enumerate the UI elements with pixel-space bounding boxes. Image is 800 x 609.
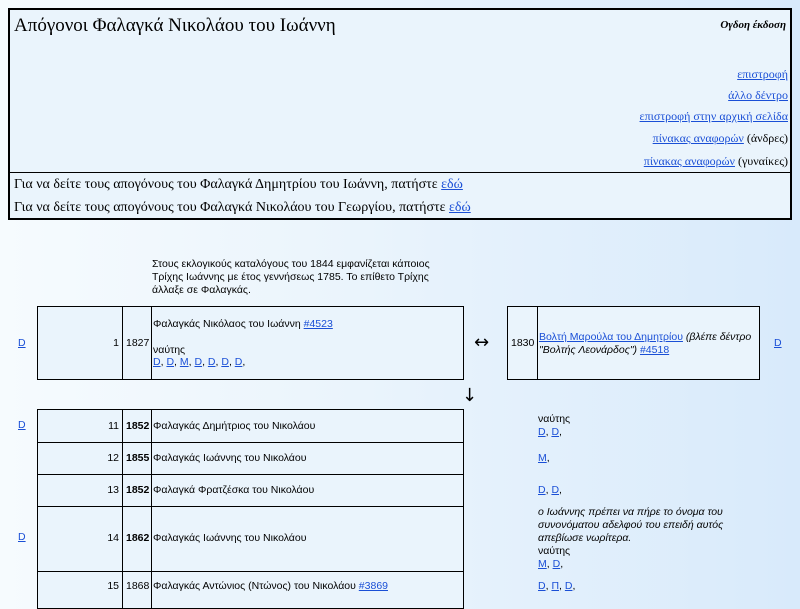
nav-item-refs-men: [653, 131, 788, 146]
child-link[interactable]: D: [564, 580, 573, 592]
child-link[interactable]: D: [551, 484, 560, 496]
child-link[interactable]: D: [538, 426, 546, 438]
nav-link-home[interactable]: επιστροφή στην αρχική σελίδα: [639, 109, 788, 123]
child-12-info: [538, 452, 768, 465]
root-link-5[interactable]: D: [207, 356, 216, 368]
child-ref-link[interactable]: #3869: [358, 580, 388, 592]
child-11-info: [538, 413, 768, 439]
child-num: 13: [107, 484, 119, 496]
children-table: [37, 409, 464, 609]
root-occupation: ναύτης: [153, 344, 186, 356]
header-line-2: [14, 200, 471, 216]
root-links: D, D, M, D, D, D, D,: [153, 356, 246, 368]
child-num: 11: [108, 420, 119, 432]
down-arrow: ↓: [462, 385, 478, 406]
root-link-2[interactable]: D: [166, 356, 175, 368]
marriage-arrow: ↔: [474, 332, 490, 353]
nav-link-refs-men[interactable]: πίνακας αναφορών: [652, 131, 744, 145]
child-num: 15: [107, 580, 119, 592]
root-year: 1827: [126, 337, 150, 349]
child-15-info: [538, 580, 768, 593]
child-name: Φαλαγκάς Δημήτριος του Νικολάου: [153, 420, 316, 432]
child-occupation: ναύτης: [538, 413, 571, 425]
page-title: Απόγονοι Φαλαγκά Νικολάου του Ιωάννη: [14, 15, 336, 36]
root-person-box: [37, 306, 464, 380]
root-link-7[interactable]: D: [234, 356, 243, 368]
root-ref-link[interactable]: #4523: [303, 318, 333, 330]
child-num: 12: [107, 452, 119, 464]
spouse-note: (βλέπε δέντρο "Βολτής Λεονάρδος"): [539, 331, 752, 356]
child-year: 1855: [126, 452, 150, 464]
spouse-name-link[interactable]: Βολτή Μαρούλα του Δημητρίου: [539, 331, 683, 343]
header-line-text: Για να δείτε τους απογόνους του Φαλαγκά Δημητρίου του Ιωάννη, πατήστε: [14, 177, 442, 192]
nav-link-back[interactable]: επιστροφή: [737, 67, 788, 81]
child-13-info: [538, 484, 768, 497]
child-name: Φαλαγκά Φρατζέσκα του Νικολάου: [153, 484, 315, 496]
child-left-link-11[interactable]: D: [18, 419, 26, 431]
root-name: Φαλαγκάς Νικόλαος του Ιωάννη: [153, 318, 304, 330]
child-link[interactable]: D: [552, 558, 561, 570]
child-year: 1868: [126, 580, 150, 592]
root-link-3[interactable]: M: [179, 356, 189, 368]
child-link[interactable]: D: [551, 426, 560, 438]
spouse-text: [539, 331, 759, 357]
child-name-line: [153, 580, 388, 592]
child-link[interactable]: D: [538, 580, 546, 592]
header-line-text: Για να δείτε τους απογόνους του Φαλαγκά Νικολάου του Γεωργίου, πατήστε: [14, 200, 450, 215]
intro-text: Στους εκλογικούς καταλόγους του 1844 εμφανίζεται κάποιος Τρίχης Ιωάννης με έτος γεννήσεως 1785. Το επίθετο Τρίχης άλλαξε σε Φαλαγκάς.: [152, 258, 430, 296]
spouse-right-link[interactable]: D: [774, 337, 782, 349]
here-link-1[interactable]: εδώ: [441, 177, 463, 192]
child-year: 1852: [126, 420, 150, 432]
nav-item-other-tree: [728, 88, 788, 103]
child-link[interactable]: M: [538, 452, 547, 464]
child-occupation: ναύτης: [538, 545, 571, 557]
child-links: D, D,: [538, 426, 562, 438]
spouse-box: [507, 306, 760, 380]
child-num: 14: [107, 532, 119, 544]
child-link[interactable]: Π: [551, 580, 560, 592]
child-14-info: [538, 506, 768, 571]
nav-suffix-men: (άνδρες): [743, 131, 788, 145]
edition-label: Ογδοη έκδοση: [720, 19, 786, 31]
child-links: M, D,: [538, 558, 564, 570]
nav-item-refs-women: [644, 154, 788, 169]
child-left-link-14[interactable]: D: [18, 531, 26, 543]
child-note: ο Ιωάννης πρέπει να πήρε το όνομα του συνονόματου αδελφού του επειδή αυτός απεβίωσε νωρίτερα.: [538, 506, 724, 544]
header-top: [10, 10, 790, 173]
child-name: Φαλαγκάς Αντώνιος (Ντώνος) του Νικολάου: [153, 580, 359, 592]
child-link[interactable]: M: [538, 558, 547, 570]
root-link-6[interactable]: D: [221, 356, 229, 368]
nav-link-refs-women[interactable]: πίνακας αναφορών: [643, 154, 735, 168]
child-links: D, Π, D,: [538, 580, 576, 592]
root-link-4[interactable]: D: [194, 356, 203, 368]
nav-suffix-women: (γυναίκες): [734, 154, 788, 168]
root-name-line: [153, 318, 333, 330]
header-box: [8, 8, 792, 220]
nav-link-other-tree[interactable]: άλλο δέντρο: [728, 88, 788, 102]
child-name: Φαλαγκάς Ιωάννης του Νικολάου: [153, 532, 307, 544]
child-year: 1862: [126, 532, 150, 544]
root-left-link[interactable]: D: [18, 337, 26, 349]
spouse-year: 1830: [511, 337, 535, 349]
nav-item-home: [640, 109, 788, 124]
here-link-2[interactable]: εδώ: [449, 200, 471, 215]
header-line-1: [14, 177, 463, 193]
child-link[interactable]: D: [538, 484, 546, 496]
child-links: D, D,: [538, 484, 562, 496]
child-name: Φαλαγκάς Ιωάννης του Νικολάου: [153, 452, 307, 464]
child-year: 1852: [126, 484, 150, 496]
nav-item-back: [737, 67, 788, 82]
spouse-ref-link[interactable]: #4518: [639, 344, 670, 356]
root-num: 1: [113, 337, 119, 349]
root-link-1[interactable]: D: [153, 356, 161, 368]
child-links: M,: [538, 452, 550, 464]
